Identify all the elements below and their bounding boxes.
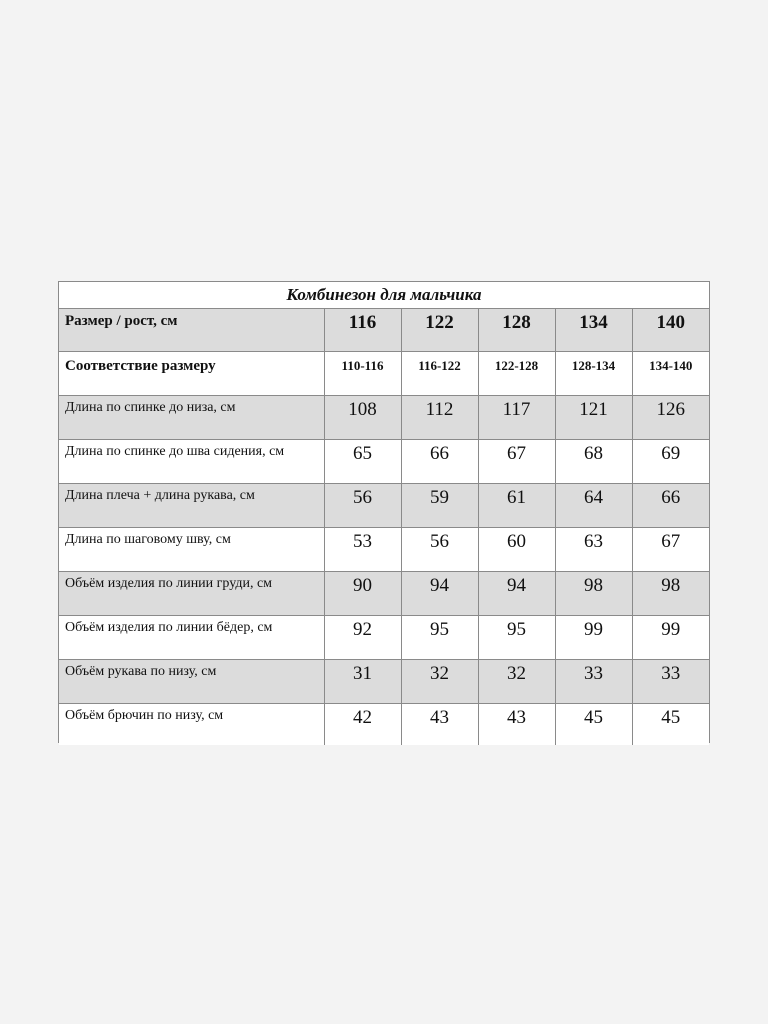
measure-value: 32	[401, 659, 478, 703]
measure-value: 64	[555, 483, 632, 527]
correspondence-cell: 116-122	[401, 351, 478, 395]
measure-value: 95	[401, 615, 478, 659]
measure-label: Длина по спинке до шва сидения, см	[59, 439, 324, 483]
measure-value: 66	[401, 439, 478, 483]
measure-value: 53	[324, 527, 401, 571]
measure-value: 66	[632, 483, 709, 527]
measure-value: 33	[555, 659, 632, 703]
table-row	[59, 571, 709, 615]
table-row	[59, 439, 709, 483]
measure-label: Длина по спинке до низа, см	[59, 395, 324, 439]
measure-value: 112	[401, 395, 478, 439]
measure-value: 43	[401, 703, 478, 745]
size-header-cell: 116	[324, 309, 401, 351]
correspondence-cell: 122-128	[478, 351, 555, 395]
measure-value: 56	[324, 483, 401, 527]
table-row	[59, 395, 709, 439]
measure-value: 33	[632, 659, 709, 703]
measure-value: 126	[632, 395, 709, 439]
measure-value: 90	[324, 571, 401, 615]
correspondence-row	[59, 351, 709, 395]
measure-value: 42	[324, 703, 401, 745]
measure-value: 69	[632, 439, 709, 483]
measure-value: 108	[324, 395, 401, 439]
measure-value: 98	[632, 571, 709, 615]
measure-value: 45	[555, 703, 632, 745]
correspondence-cell: 110-116	[324, 351, 401, 395]
measure-value: 45	[632, 703, 709, 745]
size-header-row	[59, 309, 709, 351]
measure-value: 94	[401, 571, 478, 615]
table-row	[59, 527, 709, 571]
size-header-label: Размер / рост, см	[59, 309, 324, 351]
measure-value: 121	[555, 395, 632, 439]
correspondence-cell: 128-134	[555, 351, 632, 395]
correspondence-label: Соответствие размеру	[59, 351, 324, 395]
table-row	[59, 703, 709, 745]
measure-value: 67	[632, 527, 709, 571]
measure-value: 65	[324, 439, 401, 483]
measure-value: 56	[401, 527, 478, 571]
table-title: Комбинезон для мальчика	[59, 282, 709, 309]
size-header-cell: 134	[555, 309, 632, 351]
measure-value: 63	[555, 527, 632, 571]
measure-label: Длина по шаговому шву, см	[59, 527, 324, 571]
measure-value: 94	[478, 571, 555, 615]
correspondence-cell: 134-140	[632, 351, 709, 395]
measure-value: 92	[324, 615, 401, 659]
size-header-cell: 140	[632, 309, 709, 351]
measure-label: Объём изделия по линии груди, см	[59, 571, 324, 615]
measure-value: 98	[555, 571, 632, 615]
measure-value: 31	[324, 659, 401, 703]
measure-value: 59	[401, 483, 478, 527]
table-row	[59, 615, 709, 659]
measure-value: 61	[478, 483, 555, 527]
measure-label: Объём рукава по низу, см	[59, 659, 324, 703]
size-chart-table	[58, 281, 710, 743]
table-row	[59, 483, 709, 527]
measure-value: 68	[555, 439, 632, 483]
size-header-cell: 128	[478, 309, 555, 351]
measure-label: Длина плеча + длина рукава, см	[59, 483, 324, 527]
size-header-cell: 122	[401, 309, 478, 351]
measure-value: 60	[478, 527, 555, 571]
size-grid	[59, 309, 709, 745]
measure-value: 117	[478, 395, 555, 439]
table-row	[59, 659, 709, 703]
measure-value: 95	[478, 615, 555, 659]
measure-value: 43	[478, 703, 555, 745]
measure-label: Объём изделия по линии бёдер, см	[59, 615, 324, 659]
measure-value: 67	[478, 439, 555, 483]
measure-value: 99	[555, 615, 632, 659]
measure-label: Объём брючин по низу, см	[59, 703, 324, 745]
measure-value: 32	[478, 659, 555, 703]
measure-value: 99	[632, 615, 709, 659]
